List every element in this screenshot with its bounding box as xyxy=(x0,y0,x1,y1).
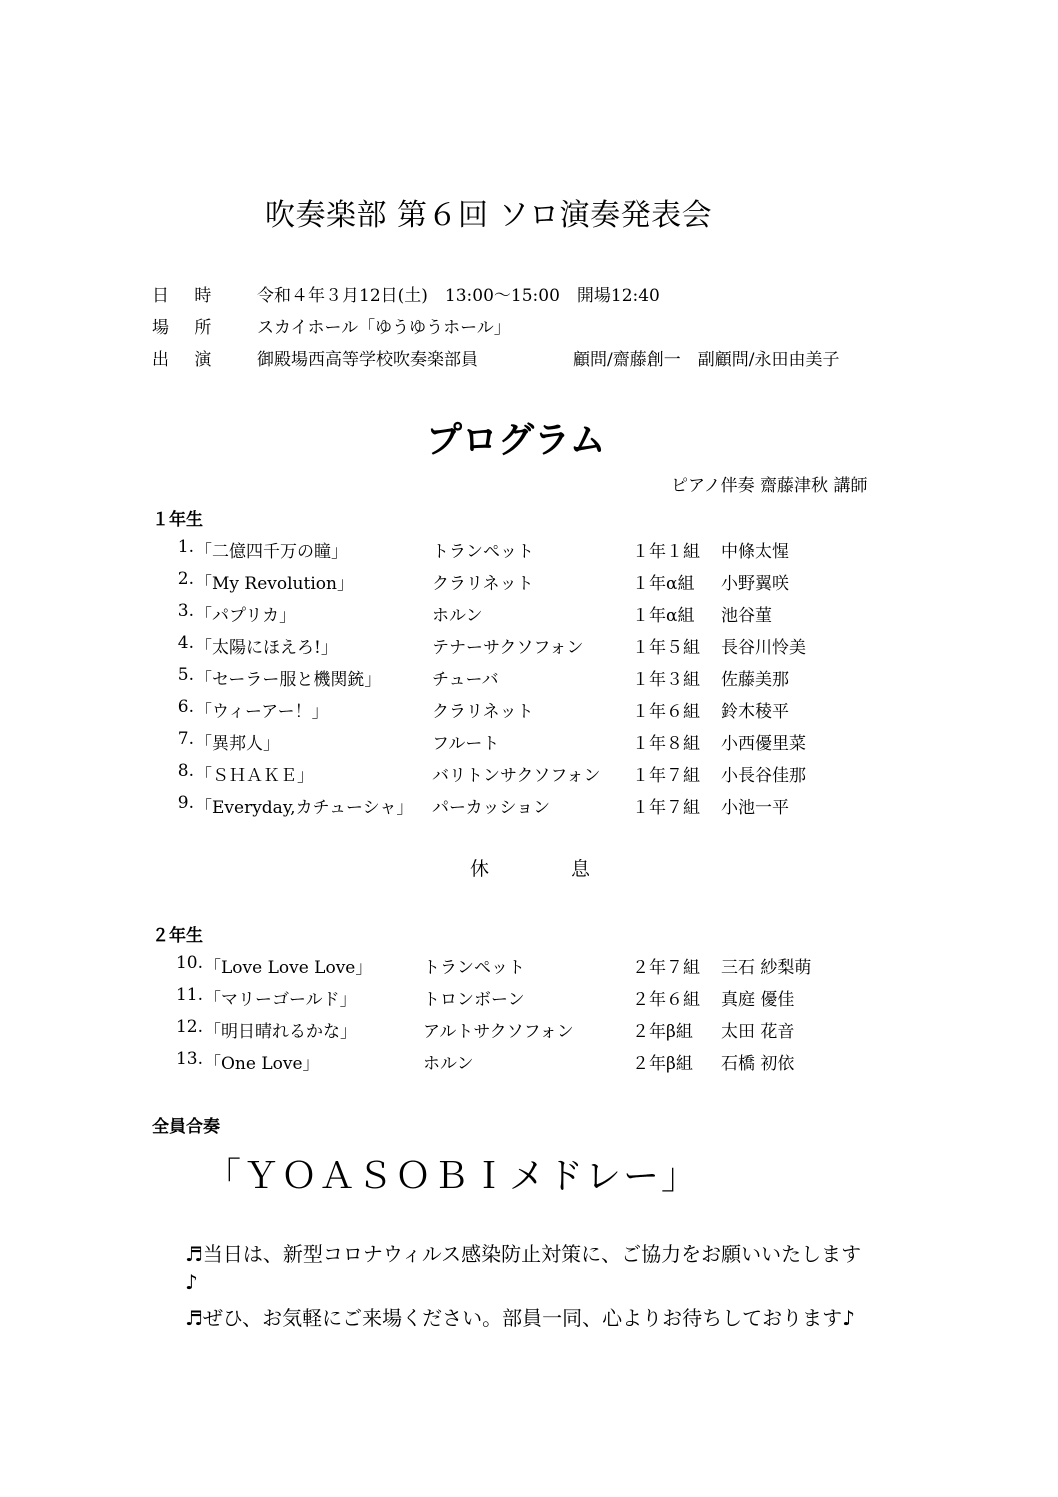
performer-value: 御殿場西高等学校吹奏楽部員 xyxy=(257,350,478,370)
item-number: 11. xyxy=(175,985,203,1005)
performer-name: 小西優里菜 xyxy=(721,734,806,754)
performer-name: 三石 紗梨萌 xyxy=(721,958,812,978)
class: １年α組 xyxy=(632,606,695,626)
item-number: 4. xyxy=(177,633,194,653)
item-number: 3. xyxy=(177,601,194,621)
program-title: プログラム xyxy=(426,420,606,461)
instrument: トランペット xyxy=(432,542,534,562)
class: ２年β組 xyxy=(632,1022,693,1042)
song-title: 「Everyday,カチューシャ」 xyxy=(195,798,414,818)
program-row xyxy=(0,697,1058,729)
notice-line: ♬ぜひ、お気軽にご来場ください。部員一同、心よりお待ちしております♪ xyxy=(185,1306,855,1330)
performer-name: 小池一平 xyxy=(721,798,789,818)
intermission: 休息 xyxy=(470,858,673,880)
program-row xyxy=(0,953,1058,985)
item-number: 5. xyxy=(177,665,194,685)
song-title: 「Love Love Love」 xyxy=(204,958,373,978)
program-row xyxy=(0,569,1058,601)
performer-name: 小野翼咲 xyxy=(721,574,789,594)
item-number: 7. xyxy=(177,729,194,749)
program-row xyxy=(0,985,1058,1017)
song-title: 「二億四千万の瞳」 xyxy=(195,542,348,562)
item-number: 8. xyxy=(177,761,194,781)
performer-name: 石橋 初依 xyxy=(721,1054,795,1074)
performer-name: 真庭 優佳 xyxy=(721,990,795,1010)
item-number: 13. xyxy=(175,1049,203,1069)
program-row xyxy=(0,1049,1058,1081)
instrument: フルート xyxy=(432,734,500,754)
instrument: クラリネット xyxy=(432,702,534,722)
song-title: 「セーラー服と機関銃」 xyxy=(195,670,382,690)
class: １年１組 xyxy=(632,542,700,562)
class: １年６組 xyxy=(632,702,700,722)
song-title: 「ＳＨＡＫＥ」 xyxy=(195,766,314,786)
notice-line: ♬当日は、新型コロナウィルス感染防止対策に、ご協力をお願いいたします xyxy=(185,1242,862,1266)
notice-line: ♪ xyxy=(185,1270,198,1294)
class: １年７組 xyxy=(632,766,700,786)
program-row xyxy=(0,537,1058,569)
section-ensemble: 全員合奏 xyxy=(152,1117,220,1137)
performer-name: 中條太惺 xyxy=(721,542,789,562)
item-number: 1. xyxy=(177,537,194,557)
instrument: チューバ xyxy=(432,670,499,690)
instrument: パーカッション xyxy=(432,798,551,818)
advisor-info: 顧問/齋藤創一 副顧問/永田由美子 xyxy=(573,350,840,370)
instrument: アルトサクソフォン xyxy=(423,1022,574,1042)
performer-name: 小長谷佳那 xyxy=(721,766,806,786)
place-label: 場 所 xyxy=(152,318,222,338)
class: １年３組 xyxy=(632,670,700,690)
program-row xyxy=(0,665,1058,697)
song-title: 「太陽にほえろ!」 xyxy=(195,638,338,658)
instrument: トランペット xyxy=(423,958,525,978)
song-title: 「異邦人」 xyxy=(195,734,280,754)
place-value: スカイホール「ゆうゆうホール」 xyxy=(257,318,511,338)
medley-title: 「ＹＯＡＳＯＢＩメドレー」 xyxy=(205,1156,700,1197)
class: １年５組 xyxy=(632,638,700,658)
class: ２年６組 xyxy=(632,990,700,1010)
instrument: テナーサクソフォン xyxy=(432,638,584,658)
performer-name: 長谷川怜美 xyxy=(721,638,806,658)
class: ２年７組 xyxy=(632,958,700,978)
class: ２年β組 xyxy=(632,1054,693,1074)
instrument: ホルン xyxy=(432,606,483,626)
song-title: 「マリーゴールド」 xyxy=(204,990,357,1010)
song-title: 「ウィーアー！」 xyxy=(195,702,329,722)
performer-label: 出 演 xyxy=(152,350,222,370)
program-row xyxy=(0,601,1058,633)
item-number: 10. xyxy=(175,953,203,973)
program-row xyxy=(0,761,1058,793)
class: １年α組 xyxy=(632,574,695,594)
date-label: 日 時 xyxy=(152,286,222,306)
program-row xyxy=(0,633,1058,665)
instrument: クラリネット xyxy=(432,574,534,594)
instrument: バリトンサクソフォン xyxy=(432,766,601,786)
item-number: 12. xyxy=(175,1017,203,1037)
date-value: 令和４年３月12日(土) 13:00～15:00 開場12:40 xyxy=(257,286,660,306)
item-number: 2. xyxy=(177,569,194,589)
program-row xyxy=(0,729,1058,761)
song-title: 「パプリカ」 xyxy=(195,606,297,626)
performer-name: 佐藤美那 xyxy=(721,670,789,690)
song-title: 「明日晴れるかな」 xyxy=(204,1022,357,1042)
song-title: 「My Revolution」 xyxy=(195,574,354,594)
program-row xyxy=(0,793,1058,825)
piano-accompanist: ピアノ伴奏 齋藤津秋 講師 xyxy=(671,476,868,496)
class: １年７組 xyxy=(632,798,700,818)
class: １年８組 xyxy=(632,734,700,754)
performer-name: 太田 花音 xyxy=(721,1022,795,1042)
performer-name: 鈴木稜平 xyxy=(721,702,789,722)
item-number: 9. xyxy=(177,793,194,813)
instrument: トロンボーン xyxy=(423,990,525,1010)
item-number: 6. xyxy=(177,697,194,717)
program-row xyxy=(0,1017,1058,1049)
instrument: ホルン xyxy=(423,1054,474,1074)
page-title: 吹奏楽部 第６回 ソロ演奏発表会 xyxy=(265,198,713,233)
section-second-year: ２年生 xyxy=(152,926,203,946)
song-title: 「One Love」 xyxy=(204,1054,320,1074)
section-first-year: １年生 xyxy=(152,510,203,530)
performer-name: 池谷菫 xyxy=(721,606,772,626)
